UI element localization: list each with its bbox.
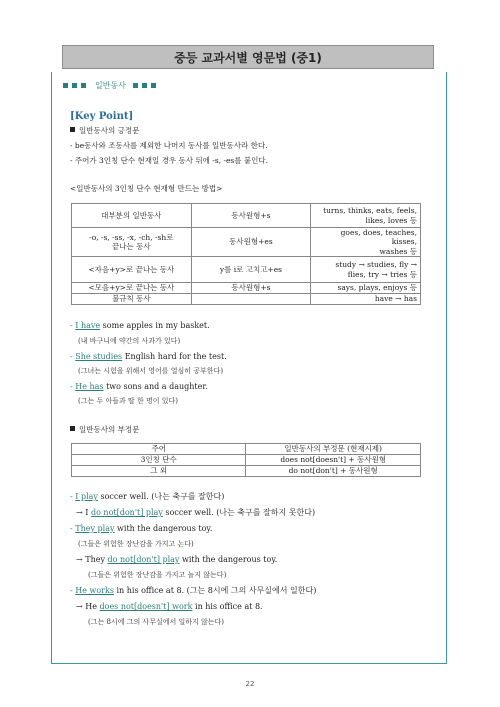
sentence-rest: two sons and a daughter. bbox=[103, 382, 208, 391]
cell-line: washes 등 bbox=[379, 246, 417, 256]
sentence-rest: with the dangerous toy. bbox=[114, 524, 213, 533]
table-row bbox=[72, 228, 421, 257]
table-cell: 그 외 bbox=[72, 466, 246, 477]
table-cell: 불규칙 동사 bbox=[72, 294, 192, 305]
dash: - bbox=[70, 321, 76, 330]
dash: - bbox=[70, 382, 76, 391]
table-cell: have → has bbox=[311, 294, 421, 305]
example-sentence bbox=[70, 383, 208, 391]
table-row bbox=[72, 455, 421, 466]
cell-line: turns, thinks, eats, feels, bbox=[323, 206, 417, 216]
example-sentence bbox=[70, 322, 210, 330]
third-person-table bbox=[71, 203, 421, 305]
cell-line: 끝나는 동사 bbox=[112, 242, 151, 252]
example-sentence bbox=[70, 525, 212, 533]
table-row bbox=[72, 466, 421, 477]
negative-heading bbox=[70, 426, 139, 434]
table-cell: 동사원형+s bbox=[191, 283, 311, 294]
square-bullet-icon bbox=[151, 83, 156, 88]
translation: (그들은 위험한 장난감을 가지고 논다) bbox=[78, 540, 194, 548]
square-bullet-icon bbox=[133, 83, 138, 88]
table-cell bbox=[311, 257, 421, 283]
section-tag-label: 일반동사 bbox=[95, 81, 126, 90]
square-bullet-icon bbox=[70, 426, 75, 431]
square-bullet-icon bbox=[72, 83, 77, 88]
affirmative-rule-2: - 주어가 3인칭 단수 현재일 경우 동사 뒤에 -s, -es를 붙인다. bbox=[70, 156, 269, 165]
example-sentence bbox=[76, 603, 263, 611]
translation: (내 바구니에 약간의 사과가 있다) bbox=[78, 337, 181, 345]
affirmative-heading bbox=[70, 127, 139, 135]
highlighted-verb: He works bbox=[75, 586, 114, 595]
table-cell: says, plays, enjoys 등 bbox=[311, 283, 421, 294]
translation: (그녀는 시험을 위해서 영어를 열심히 공부한다) bbox=[78, 367, 224, 375]
table-cell: do not[don't] + 동사원형 bbox=[246, 466, 421, 477]
table-cell bbox=[191, 294, 311, 305]
example-sentence bbox=[70, 353, 227, 361]
highlighted-verb: does not[doesn't] work bbox=[99, 602, 193, 611]
example-sentence bbox=[76, 509, 315, 517]
page-title-banner bbox=[62, 45, 434, 69]
sentence-rest: English hard for the test. bbox=[122, 352, 227, 361]
table-row bbox=[72, 204, 421, 228]
square-bullet-icon bbox=[81, 83, 86, 88]
table-cell: y를 i로 고치고+es bbox=[191, 257, 311, 283]
table-cell: does not[doesn't] + 동사원형 bbox=[246, 455, 421, 466]
table1-caption: <일반동사의 3인칭 단수 현재형 만드는 방법> bbox=[70, 184, 223, 193]
dash: - bbox=[70, 524, 76, 533]
sentence-rest: in his office at 8. (그는 8시에 그의 사무실에서 일한다) bbox=[113, 586, 317, 595]
translation: (그는 8시에 그의 사무실에서 일하지 않는다) bbox=[88, 618, 224, 626]
table-cell: <자음+y>로 끝나는 동사 bbox=[72, 257, 192, 283]
highlighted-verb: She studies bbox=[75, 352, 123, 361]
table-cell bbox=[72, 228, 192, 257]
table-row bbox=[72, 283, 421, 294]
cell-line: flies, try → tries 등 bbox=[347, 269, 417, 279]
table-header-cell: 주어 bbox=[72, 444, 246, 455]
table-cell bbox=[311, 228, 421, 257]
negative-heading-text: 일반동사의 부정문 bbox=[79, 425, 140, 434]
example-sentence bbox=[70, 493, 224, 501]
table-cell: 동사원형+s bbox=[191, 204, 311, 228]
page-number: 22 bbox=[245, 680, 255, 688]
sentence-rest: soccer well. (나는 축구를 잘한다) bbox=[97, 492, 225, 501]
sentence-rest: some apples in my basket. bbox=[100, 321, 210, 330]
page-title: 중등 교과서별 영문법 (중1) bbox=[174, 50, 322, 65]
dash: - bbox=[70, 586, 76, 595]
key-point-heading: [Key Point] bbox=[70, 111, 134, 122]
highlighted-verb: do not[don't] play bbox=[107, 555, 180, 564]
table-row bbox=[72, 257, 421, 283]
translation: (그는 두 아들과 딸 한 명이 있다) bbox=[78, 397, 178, 405]
example-sentence bbox=[76, 556, 277, 564]
cell-line: -o, -s, -ss, -x, -ch, -sh로 bbox=[89, 232, 174, 242]
negative-table bbox=[71, 443, 421, 477]
cell-line: goes, does, teaches, kisses, bbox=[340, 228, 417, 247]
dash: - bbox=[70, 352, 76, 361]
table-cell: 3인칭 단수 bbox=[72, 455, 246, 466]
square-bullet-icon bbox=[142, 83, 147, 88]
affirmative-rule-1: - be동사와 조동사를 제외한 나머지 동사를 일반동사라 한다. bbox=[70, 141, 268, 150]
table-row bbox=[72, 294, 421, 305]
example-sentence bbox=[70, 587, 316, 595]
arrow-prefix: → They bbox=[76, 555, 108, 564]
cell-line: likes, loves 등 bbox=[365, 215, 417, 225]
sentence-rest: with the dangerous toy. bbox=[179, 555, 278, 564]
sentence-rest: soccer well. (나는 축구를 잘하지 못한다) bbox=[162, 508, 316, 517]
table-header-cell: 일반동사의 부정문 (현재시제) bbox=[246, 444, 421, 455]
table-cell: 동사원형+es bbox=[191, 228, 311, 257]
translation: (그들은 위험한 장난감을 가지고 놀지 않는다) bbox=[88, 571, 227, 579]
table-cell: 대부분의 일반동사 bbox=[72, 204, 192, 228]
table-header-row bbox=[72, 444, 421, 455]
highlighted-verb: He has bbox=[75, 382, 104, 391]
sentence-rest: in his office at 8. bbox=[192, 602, 263, 611]
highlighted-verb: I play bbox=[75, 492, 98, 501]
square-bullet-icon bbox=[63, 83, 68, 88]
highlighted-verb: I have bbox=[75, 321, 101, 330]
arrow-prefix: → I bbox=[76, 508, 91, 517]
cell-line: study → studies, fly → bbox=[335, 260, 417, 270]
dash: - bbox=[70, 492, 76, 501]
highlighted-verb: They play bbox=[75, 524, 115, 533]
square-bullet-icon bbox=[70, 127, 75, 132]
highlighted-verb: do not[don't] play bbox=[90, 508, 163, 517]
table-cell bbox=[311, 204, 421, 228]
affirmative-heading-text: 일반동사의 긍정문 bbox=[79, 126, 140, 135]
arrow-prefix: → He bbox=[76, 602, 100, 611]
section-tag bbox=[63, 80, 158, 91]
table-cell: <모음+y>로 끝나는 동사 bbox=[72, 283, 192, 294]
